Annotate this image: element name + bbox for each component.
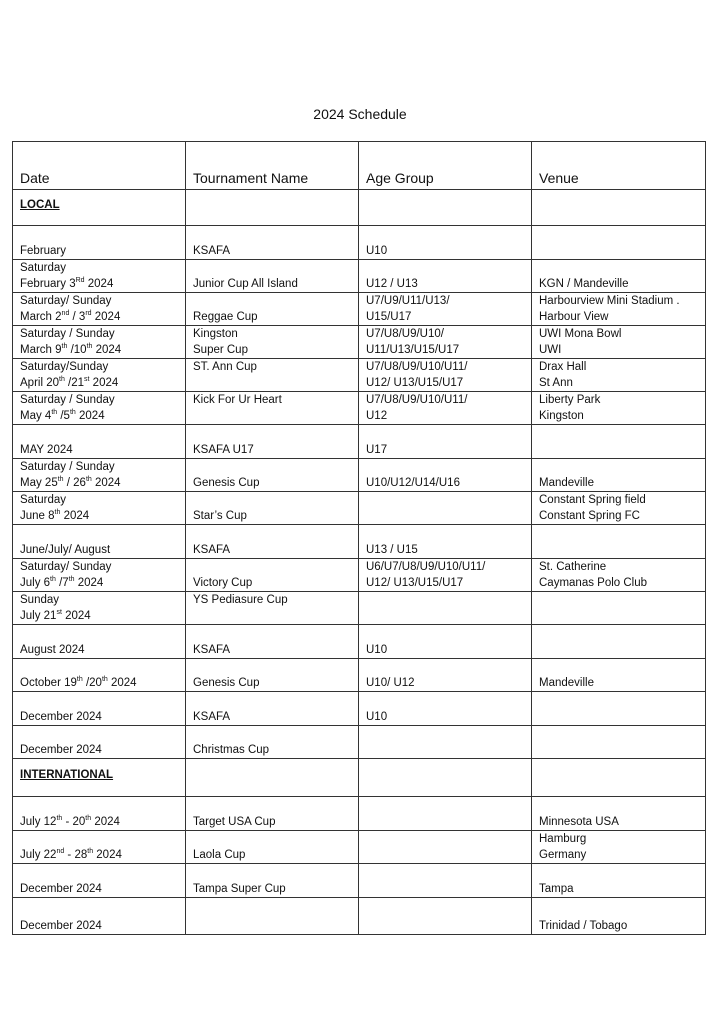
venue-cell — [532, 492, 706, 525]
cell-line: July 22nd - 28th 2024 — [20, 848, 122, 861]
cell-line: Saturday/ Sunday — [20, 561, 112, 573]
table-row — [13, 459, 706, 492]
age-group-cell — [359, 293, 532, 326]
table-row — [13, 425, 706, 459]
date-cell — [13, 359, 186, 392]
age-group-cell — [359, 692, 532, 726]
age-group-cell — [359, 797, 532, 831]
cell-line: Saturday/ Sunday — [20, 295, 112, 307]
tournament-name-cell — [186, 492, 359, 525]
date-cell — [13, 797, 186, 831]
age-group-cell — [359, 659, 532, 692]
cell-line: Kingston — [193, 328, 238, 340]
cell-line: May 25th / 26th 2024 — [20, 476, 121, 489]
age-group-cell — [359, 359, 532, 392]
cell-line: KSAFA — [193, 644, 231, 656]
cell-line: Minnesota USA — [539, 816, 619, 828]
date-cell — [13, 392, 186, 425]
cell-line: Saturday — [20, 262, 67, 274]
cell-line: June 8th 2024 — [20, 509, 90, 522]
age-group-cell — [359, 326, 532, 359]
age-group-cell — [359, 392, 532, 425]
column-header-venue: Venue — [532, 142, 706, 190]
section-row — [13, 190, 706, 226]
age-group-cell — [359, 592, 532, 625]
empty-cell — [532, 759, 706, 797]
cell-line: October 19th /20th 2024 — [20, 676, 137, 689]
cell-line: Kingston — [539, 410, 584, 422]
cell-line: U12 / U13 — [366, 278, 418, 290]
table-row — [13, 326, 706, 359]
table-row — [13, 592, 706, 625]
tournament-name-cell — [186, 559, 359, 592]
venue-cell — [532, 692, 706, 726]
venue-cell — [532, 831, 706, 864]
cell-line: St Ann — [539, 377, 573, 389]
cell-line: Saturday — [20, 494, 67, 506]
cell-line: KSAFA U17 — [193, 444, 254, 456]
cell-line — [193, 608, 358, 624]
cell-line: December 2024 — [20, 711, 102, 723]
cell-line: Trinidad / Tobago — [539, 920, 628, 932]
venue-cell — [532, 260, 706, 293]
date-cell — [13, 625, 186, 659]
column-header-age-group: Age Group — [359, 142, 532, 190]
empty-cell — [359, 759, 532, 797]
tournament-name-cell — [186, 797, 359, 831]
venue-cell — [532, 326, 706, 359]
cell-line: July 12th - 20th 2024 — [20, 815, 120, 828]
venue-cell — [532, 797, 706, 831]
tournament-name-cell — [186, 326, 359, 359]
tournament-name-cell — [186, 592, 359, 625]
venue-cell — [532, 459, 706, 492]
cell-line: Constant Spring FC — [539, 510, 640, 522]
venue-cell — [532, 392, 706, 425]
venue-cell — [532, 659, 706, 692]
cell-line: April 20th /21st 2024 — [20, 376, 119, 389]
cell-line: December 2024 — [20, 744, 102, 756]
cell-line: May 4th /5th 2024 — [20, 409, 105, 422]
age-group-cell — [359, 625, 532, 659]
cell-line: Mandeville — [539, 477, 594, 489]
table-row — [13, 525, 706, 559]
cell-line: Saturday/Sunday — [20, 361, 109, 373]
cell-line: February 3Rd 2024 — [20, 277, 114, 290]
tournament-name-cell — [186, 726, 359, 759]
age-group-cell — [359, 831, 532, 864]
table-row — [13, 359, 706, 392]
table-row — [13, 797, 706, 831]
table-row — [13, 625, 706, 659]
age-group-cell — [359, 492, 532, 525]
section-heading: INTERNATIONAL — [13, 759, 186, 797]
tournament-name-cell — [186, 226, 359, 260]
table-row — [13, 392, 706, 425]
cell-line: Drax Hall — [539, 361, 587, 373]
cell-line: U17 — [366, 444, 388, 456]
tournament-name-cell — [186, 898, 359, 935]
table-row — [13, 492, 706, 525]
cell-line: U10/U12/U14/U16 — [366, 477, 460, 489]
tournament-name-cell — [186, 625, 359, 659]
cell-line: July 6th /7th 2024 — [20, 576, 104, 589]
age-group-cell — [359, 726, 532, 759]
empty-cell — [359, 190, 532, 226]
cell-line: St. Catherine — [539, 561, 607, 573]
cell-line: July 21st 2024 — [20, 609, 91, 622]
tournament-name-cell — [186, 831, 359, 864]
date-cell — [13, 898, 186, 935]
age-group-cell — [359, 559, 532, 592]
cell-line: Laola Cup — [193, 849, 246, 861]
column-header-date: Date — [13, 142, 186, 190]
cell-line: U12/ U13/U15/U17 — [366, 577, 464, 589]
venue-cell — [532, 864, 706, 898]
section-row — [13, 759, 706, 797]
cell-line: Christmas Cup — [193, 744, 270, 756]
table-row — [13, 659, 706, 692]
cell-line: Kick For Ur Heart — [193, 394, 282, 406]
date-cell — [13, 293, 186, 326]
cell-line: U6/U7/U8/U9/U10/U11/ — [366, 561, 486, 573]
cell-line: Tampa Super Cup — [193, 883, 286, 895]
cell-line: Hamburg — [539, 833, 587, 845]
age-group-cell — [359, 260, 532, 293]
cell-line: Harbourview Mini Stadium . — [539, 295, 680, 307]
empty-cell — [186, 759, 359, 797]
date-cell — [13, 326, 186, 359]
date-cell — [13, 492, 186, 525]
column-header-tournament-name: Tournament Name — [186, 142, 359, 190]
venue-cell — [532, 425, 706, 459]
page-title: 2024 Schedule — [313, 106, 407, 122]
cell-line: U11/U13/U15/U17 — [366, 344, 460, 356]
cell-line: Star’s Cup — [193, 510, 247, 522]
date-cell — [13, 659, 186, 692]
date-cell — [13, 726, 186, 759]
table-row — [13, 864, 706, 898]
date-cell — [13, 831, 186, 864]
cell-line: KSAFA — [193, 544, 231, 556]
tournament-name-cell — [186, 864, 359, 898]
cell-line: KSAFA — [193, 711, 231, 723]
tournament-name-cell — [186, 525, 359, 559]
cell-line: UWI — [539, 344, 562, 356]
age-group-cell — [359, 525, 532, 559]
cell-line: Sunday — [20, 594, 60, 606]
cell-line: U12 — [366, 410, 388, 422]
age-group-cell — [359, 226, 532, 260]
venue-cell — [532, 898, 706, 935]
cell-line: KSAFA — [193, 245, 231, 257]
date-cell — [13, 559, 186, 592]
cell-line: Genesis Cup — [193, 477, 260, 489]
tournament-name-cell — [186, 359, 359, 392]
cell-line: December 2024 — [20, 883, 102, 895]
cell-line: June/July/ August — [20, 544, 111, 556]
date-cell — [13, 592, 186, 625]
cell-line: Reggae Cup — [193, 311, 258, 323]
table-row — [13, 293, 706, 326]
date-cell — [13, 525, 186, 559]
cell-line: U10 — [366, 245, 388, 257]
cell-line: U7/U9/U11/U13/ — [366, 295, 450, 307]
date-cell — [13, 459, 186, 492]
cell-line: March 2nd / 3rd 2024 — [20, 310, 121, 323]
tournament-name-cell — [186, 459, 359, 492]
cell-line: Victory Cup — [193, 577, 253, 589]
tournament-name-cell — [186, 293, 359, 326]
cell-line: Saturday / Sunday — [20, 461, 115, 473]
cell-line: Caymanas Polo Club — [539, 577, 648, 589]
venue-cell — [532, 592, 706, 625]
cell-line: U10 — [366, 711, 388, 723]
venue-cell — [532, 625, 706, 659]
cell-line: March 9th /10th 2024 — [20, 343, 122, 356]
tournament-name-cell — [186, 392, 359, 425]
table-row — [13, 692, 706, 726]
venue-cell — [532, 226, 706, 260]
venue-cell — [532, 293, 706, 326]
cell-line: U15/U17 — [366, 311, 412, 323]
empty-cell — [532, 190, 706, 226]
date-cell — [13, 226, 186, 260]
table-row — [13, 226, 706, 260]
cell-line: Saturday / Sunday — [20, 328, 115, 340]
cell-line: U13 / U15 — [366, 544, 418, 556]
date-cell — [13, 425, 186, 459]
cell-line: Junior Cup All Island — [193, 278, 298, 290]
age-group-cell — [359, 864, 532, 898]
cell-line: Tampa — [539, 883, 574, 895]
cell-line: KGN / Mandeville — [539, 278, 629, 290]
tournament-name-cell — [186, 659, 359, 692]
cell-line: U7/U8/U9/U10/U11/ — [366, 394, 468, 406]
age-group-cell — [359, 425, 532, 459]
cell-line — [193, 408, 358, 424]
tournament-name-cell — [186, 260, 359, 293]
cell-line — [193, 375, 358, 391]
age-group-cell — [359, 898, 532, 935]
venue-cell — [532, 559, 706, 592]
empty-cell — [186, 190, 359, 226]
section-heading: LOCAL — [13, 190, 186, 226]
table-row — [13, 831, 706, 864]
cell-line: Saturday / Sunday — [20, 394, 115, 406]
cell-line: U12/ U13/U15/U17 — [366, 377, 464, 389]
venue-cell — [532, 525, 706, 559]
tournament-name-cell — [186, 425, 359, 459]
cell-line: Liberty Park — [539, 394, 601, 406]
table-row — [13, 726, 706, 759]
date-cell — [13, 260, 186, 293]
cell-line: Super Cup — [193, 344, 248, 356]
cell-line: U10/ U12 — [366, 677, 415, 689]
cell-line: Germany — [539, 849, 587, 861]
table-row — [13, 898, 706, 935]
tournament-name-cell — [186, 692, 359, 726]
cell-line: August 2024 — [20, 644, 85, 656]
cell-line: U7/U8/U9/U10/U11/ — [366, 361, 468, 373]
cell-line: February — [20, 245, 67, 257]
schedule-table — [12, 141, 706, 935]
cell-line: UWI Mona Bowl — [539, 328, 622, 340]
cell-line: MAY 2024 — [20, 444, 73, 456]
cell-line: YS Pediasure Cup — [193, 594, 288, 606]
cell-line: Genesis Cup — [193, 677, 260, 689]
venue-cell — [532, 726, 706, 759]
cell-line: U10 — [366, 644, 388, 656]
cell-line: Constant Spring field — [539, 494, 646, 506]
cell-line: December 2024 — [20, 920, 102, 932]
cell-line: Target USA Cup — [193, 816, 276, 828]
age-group-cell — [359, 459, 532, 492]
date-cell — [13, 692, 186, 726]
cell-line: Mandeville — [539, 677, 594, 689]
venue-cell — [532, 359, 706, 392]
cell-line: Harbour View — [539, 311, 609, 323]
cell-line: ST. Ann Cup — [193, 361, 257, 373]
table-header-row — [13, 142, 706, 190]
date-cell — [13, 864, 186, 898]
table-row — [13, 559, 706, 592]
table-row — [13, 260, 706, 293]
cell-line: U7/U8/U9/U10/ — [366, 328, 444, 340]
